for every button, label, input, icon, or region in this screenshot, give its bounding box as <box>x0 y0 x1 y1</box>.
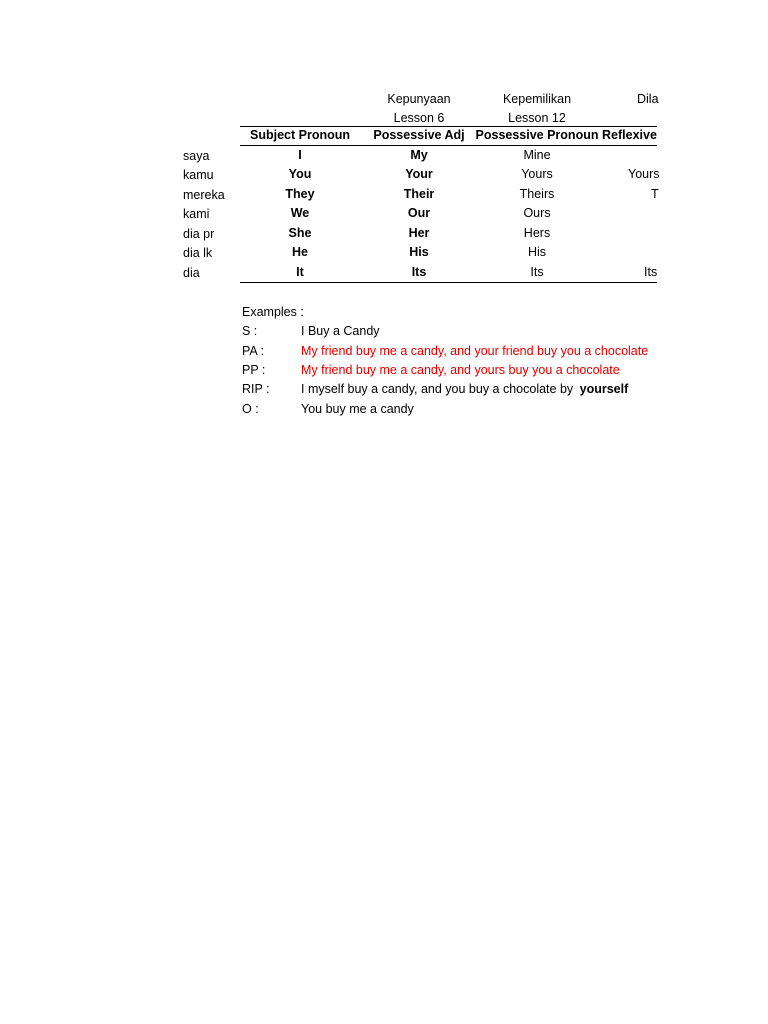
cell-possessive-adj: Her <box>408 226 430 240</box>
cell-reflexive: Its <box>644 265 658 279</box>
group-header-reflexive: Dila <box>637 92 659 106</box>
pronoun-table <box>0 0 660 300</box>
example-sentence: My friend buy me a candy, and your friend buy you a chocolate <box>301 344 649 358</box>
cell-subject-pronoun: I <box>298 148 302 162</box>
cell-subject-pronoun: You <box>288 167 312 181</box>
cell-possessive-adj: Your <box>405 167 433 181</box>
row-label: saya <box>183 149 210 163</box>
row-label: mereka <box>183 188 225 202</box>
cell-possessive-pronoun: Ours <box>523 206 551 220</box>
example-code: PA : <box>242 344 265 358</box>
row-label: kamu <box>183 168 214 182</box>
header-bottom-rule <box>240 145 657 146</box>
cell-subject-pronoun: He <box>292 245 308 259</box>
cell-reflexive: T <box>651 187 659 201</box>
cell-possessive-pronoun: His <box>527 245 547 259</box>
example-emphasis-word: yourself <box>579 382 629 396</box>
example-code: RIP : <box>242 382 270 396</box>
group-lesson-possessive-pronoun: Lesson 12 <box>508 111 566 125</box>
column-header-reflexive: Reflexive <box>602 128 657 142</box>
cell-subject-pronoun: She <box>288 226 312 240</box>
example-sentence: You buy me a candy <box>301 402 414 416</box>
column-header-subject-pronoun: Subject Pronoun <box>250 128 350 142</box>
example-sentence: My friend buy me a candy, and yours buy you a chocolate <box>301 363 620 377</box>
cell-possessive-adj: Our <box>407 206 431 220</box>
example-code: S : <box>242 324 258 338</box>
cell-subject-pronoun: We <box>290 206 310 220</box>
examples-heading: Examples : <box>242 305 304 319</box>
cell-possessive-pronoun: Hers <box>523 226 551 240</box>
cell-possessive-pronoun: Its <box>530 265 544 279</box>
group-lesson-possessive-adj: Lesson 6 <box>393 111 445 125</box>
row-label: kami <box>183 207 210 221</box>
table-bottom-rule <box>240 282 657 283</box>
cell-possessive-adj: My <box>410 148 428 162</box>
cell-subject-pronoun: They <box>285 187 315 201</box>
column-header-possessive-adj: Possessive Adj <box>373 128 465 142</box>
row-label: dia <box>183 266 200 280</box>
example-sentence <box>301 381 628 397</box>
column-header-possessive-pronoun: Possessive Pronoun <box>475 128 599 142</box>
group-header-possessive-pronoun: Kepemilikan <box>502 92 572 106</box>
example-code: O : <box>242 402 259 416</box>
cell-possessive-pronoun: Theirs <box>519 187 555 201</box>
cell-possessive-pronoun: Mine <box>523 148 551 162</box>
cell-possessive-pronoun: Yours <box>521 167 553 181</box>
example-sentence-text: I myself buy a candy, and you buy a chocolate by <box>301 382 574 396</box>
example-sentence: I Buy a Candy <box>301 324 380 338</box>
cell-possessive-adj: Its <box>411 265 427 279</box>
example-code: PP : <box>242 363 266 377</box>
cell-reflexive: Yours <box>628 167 660 181</box>
cell-subject-pronoun: It <box>296 265 304 279</box>
group-header-possessive-adj: Kepunyaan <box>387 92 451 106</box>
cell-possessive-adj: His <box>409 245 429 259</box>
cell-possessive-adj: Their <box>403 187 435 201</box>
row-label: dia lk <box>183 246 213 260</box>
row-label: dia pr <box>183 227 215 241</box>
